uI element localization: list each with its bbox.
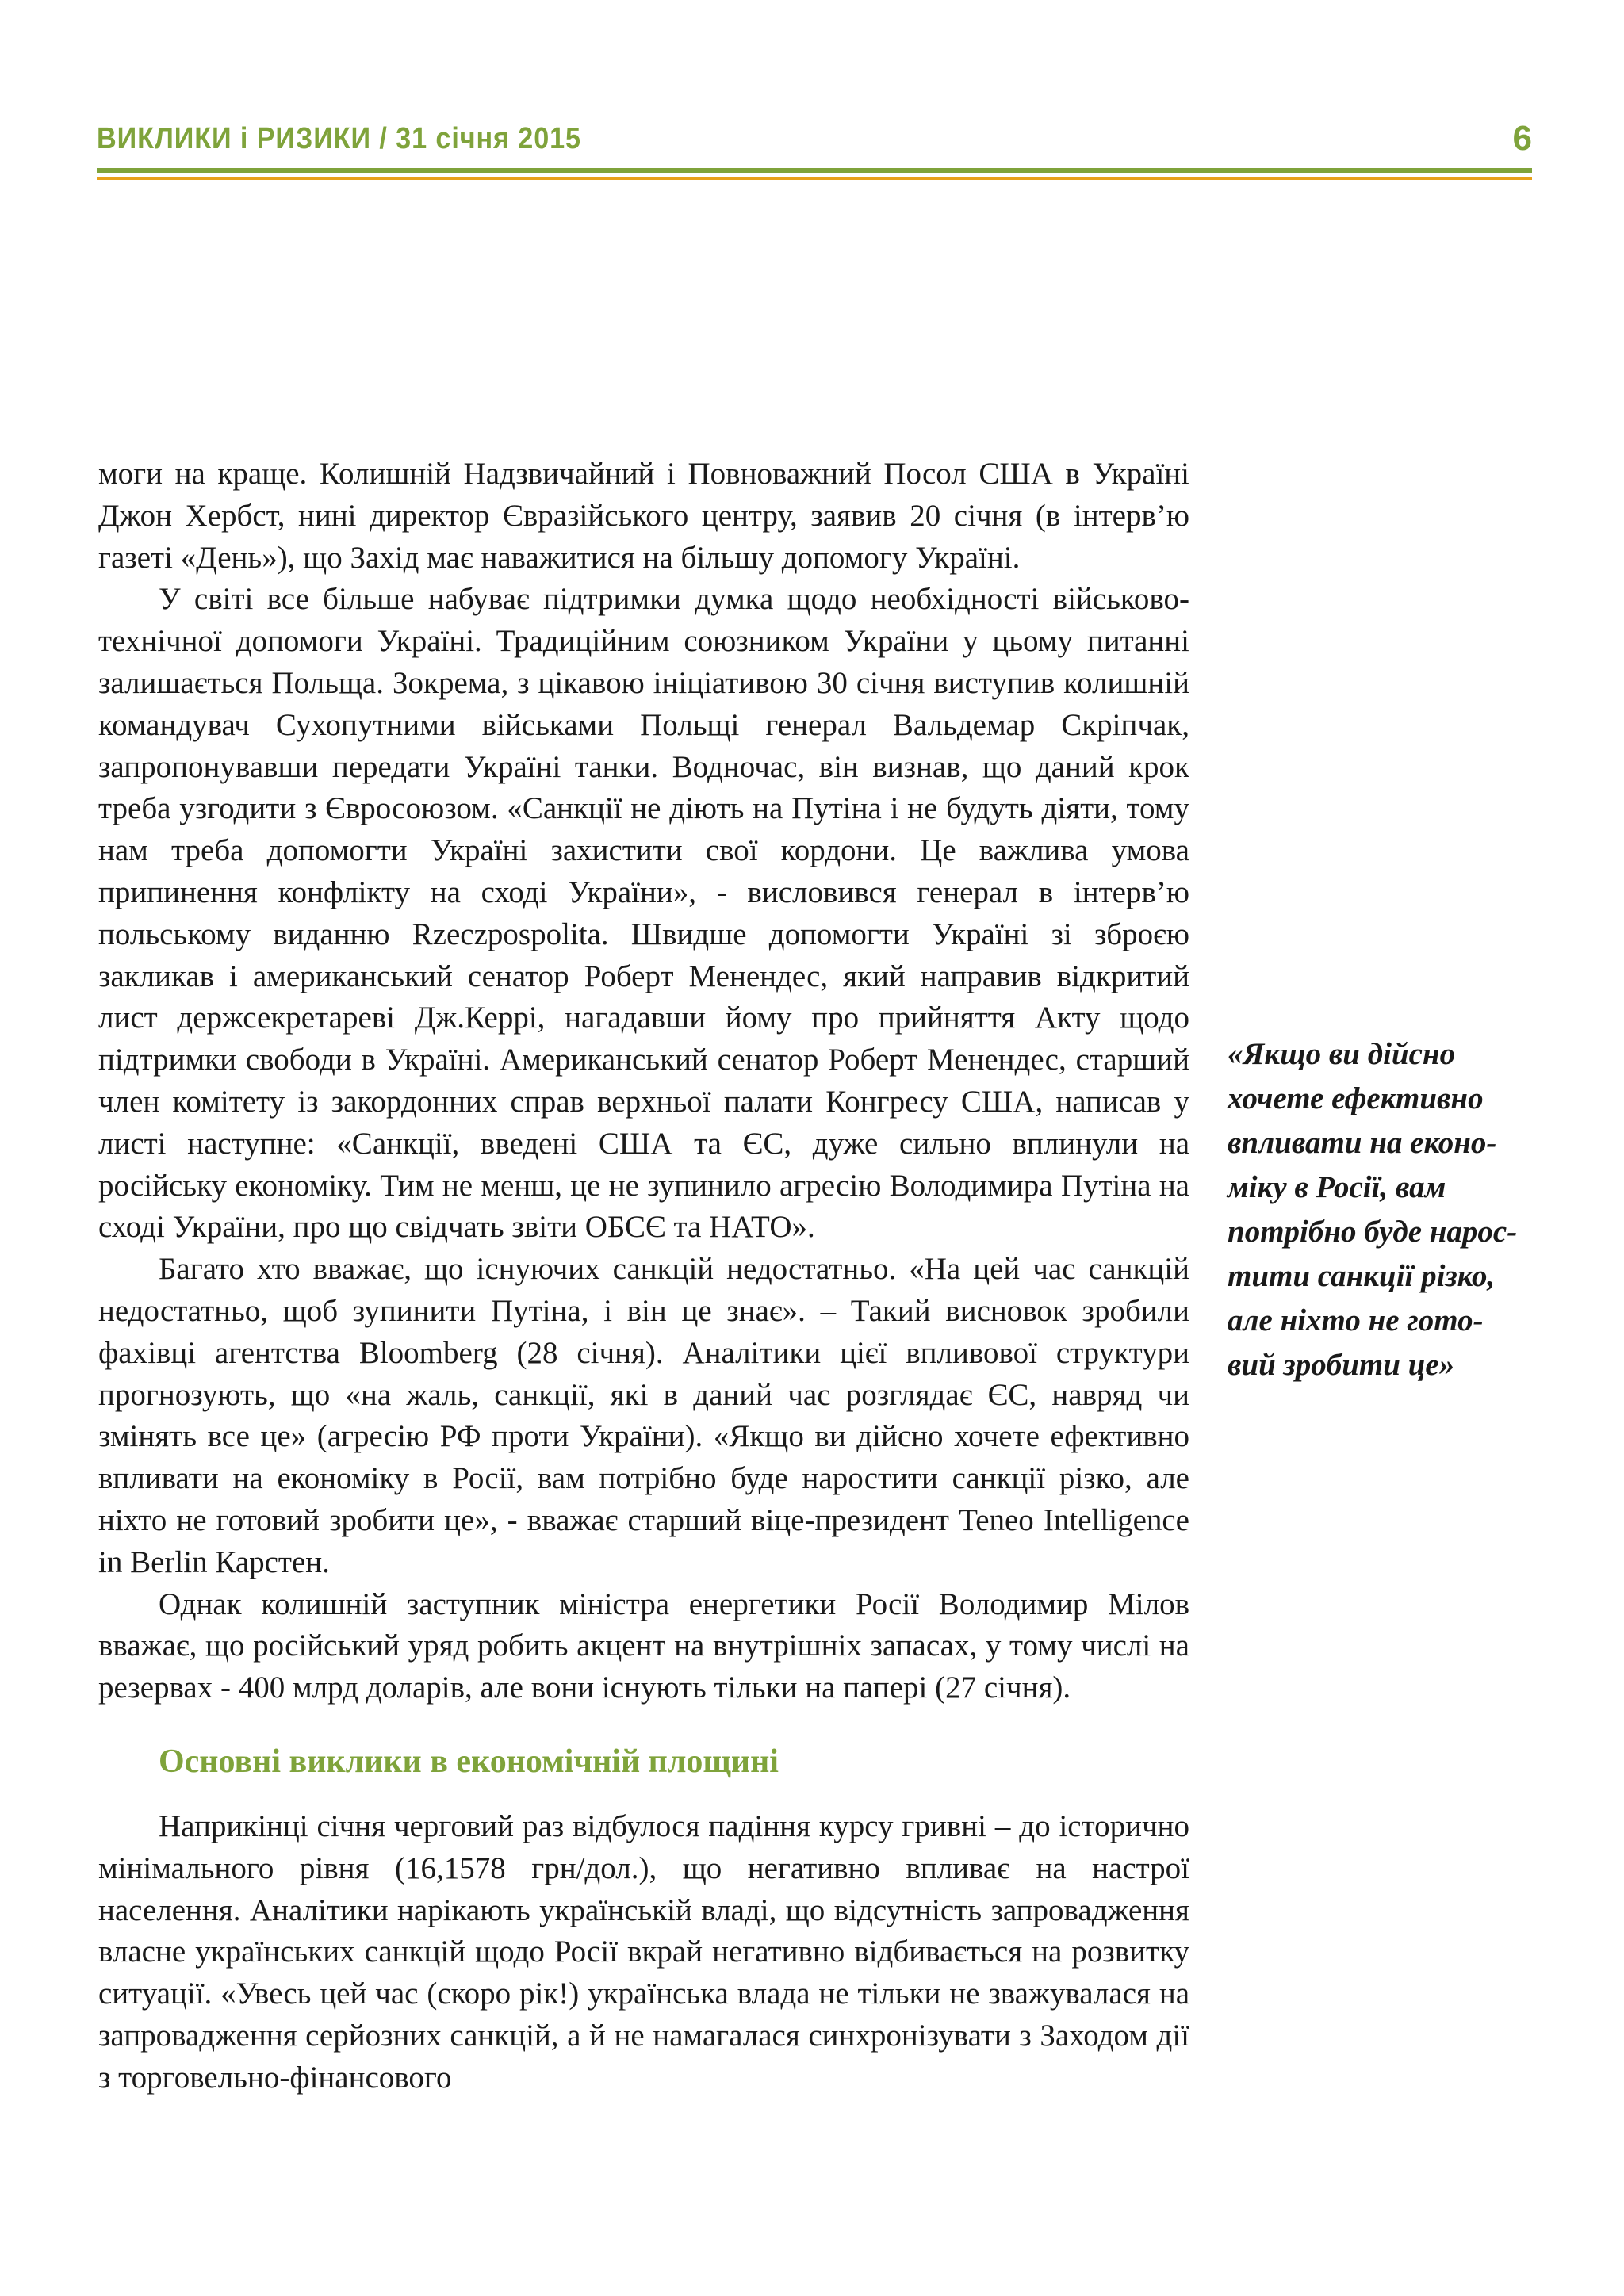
header-title: ВИКЛИКИ і РИЗИКИ / 31 січня 2015 xyxy=(97,122,581,155)
header-rule-green xyxy=(97,168,1532,173)
body-paragraph-5: Наприкінці січня черговий раз відбулося падіння курсу гривні – до історично мінімального рівня (16,1578 грн/дол.), що негативно впливає на настрої населення. Аналітики нарікають українській владі, що відсутність запровадження власне українських санкцій щодо Росії вкрай негативно відбивається на розвитку ситуації. «Увесь цей час (скоро рік!) українська влада не тільки не зважувалася на запровадження серйозних санкцій, а й не намагалася синхронізувати з Заходом дії з торговельно-фінансового xyxy=(98,1808,1189,2095)
body-paragraph-3: Багато хто вважає, що існуючих санкцій недостатньо. «На цей час санкцій недостатньо, щоб зупинити Путіна, і він це знає». – Такий висновок зробили фахівці агентства Bloomberg (28 січня). Аналітики цієї впливової структури прогнозують, що «на жаль, санкції, які в даний час розглядає ЄС, навряд чи змінять все це» (агресію РФ проти України). «Якщо ви дійсно хочете ефективно впливати на економіку в Росії, вам потрібно буде наростити санкції різко, але ніхто не готовий зробити це», - вважає старший віце-президент Teneo Intelligence in Berlin Карстен. xyxy=(98,1252,1189,1579)
page-header xyxy=(97,119,1532,166)
header-rule-orange xyxy=(97,177,1532,180)
section-heading: Основні виклики в економічній площині xyxy=(159,1743,779,1780)
body-paragraph-4: Однак колишній заступник міністра енергетики Росії Володимир Мілов вважає, що російський уряд робить акцент на внутрішніх запасах, у тому числі на резервах - 400 млрд доларів, але вони існують тільки на папері (27 січня). xyxy=(98,1586,1189,1705)
page-number: 6 xyxy=(1512,119,1532,158)
body-paragraph-1: моги на краще. Колишній Надзвичайний і Повноважний Посол США в Україні Джон Хербст, нині директор Євразійського центру, заявив 20 січня (в інтерв’ю газеті «День»), що Захід має наважитися на більшу допомогу Україні. xyxy=(98,457,1189,575)
main-column xyxy=(98,453,1189,2099)
pull-quote: «Якщо ви дійсно хочете ефективно впливати на еконо- міку в Росії, вам потрібно буде нарос- тити санкції різко, але ніхто не гото- вий зробити це» xyxy=(1228,1037,1518,1382)
body-paragraph-2: У світі все більше набуває підтримки думка щодо необхідності військово-технічної допомоги Україні. Традиційним союзником України у цьому питанні залишається Польща. Зокрема, з цікавою ініціативою 30 січня виступив колишній командувач Сухопутними військами Польщі генерал Вальдемар Скріпчак, запропонувавши передати Україні танки. Водночас, він визнав, що даний крок треба узгодити з Євросоюзом. «Санкції не діють на Путіна і не будуть діяти, тому нам треба допомогти Україні захистити свої кордони. Це важлива умова припинення конфлікту на сході України», - висловився генерал в інтерв’ю польському виданню Rzeczpospolita. Швидше допомогти Україні зі зброєю закликав і американський сенатор Роберт Менендес, який направив відкритий лист держсекретареві Дж.Керрі, нагадавши йому про прийняття Акту щодо підтримки свободи в Україні. Американський сенатор Роберт Менендес, старший член комітету із закордонних справ верхньої палати Конгресу США, написав у листі наступне: «Санкції, введені США та ЄС, дуже сильно вплинули на російську економіку. Тим не менш, це не зупинило агресію Володимира Путіна на сході України, про що свідчать звіти ОБСЄ та НАТО». xyxy=(98,582,1189,1245)
